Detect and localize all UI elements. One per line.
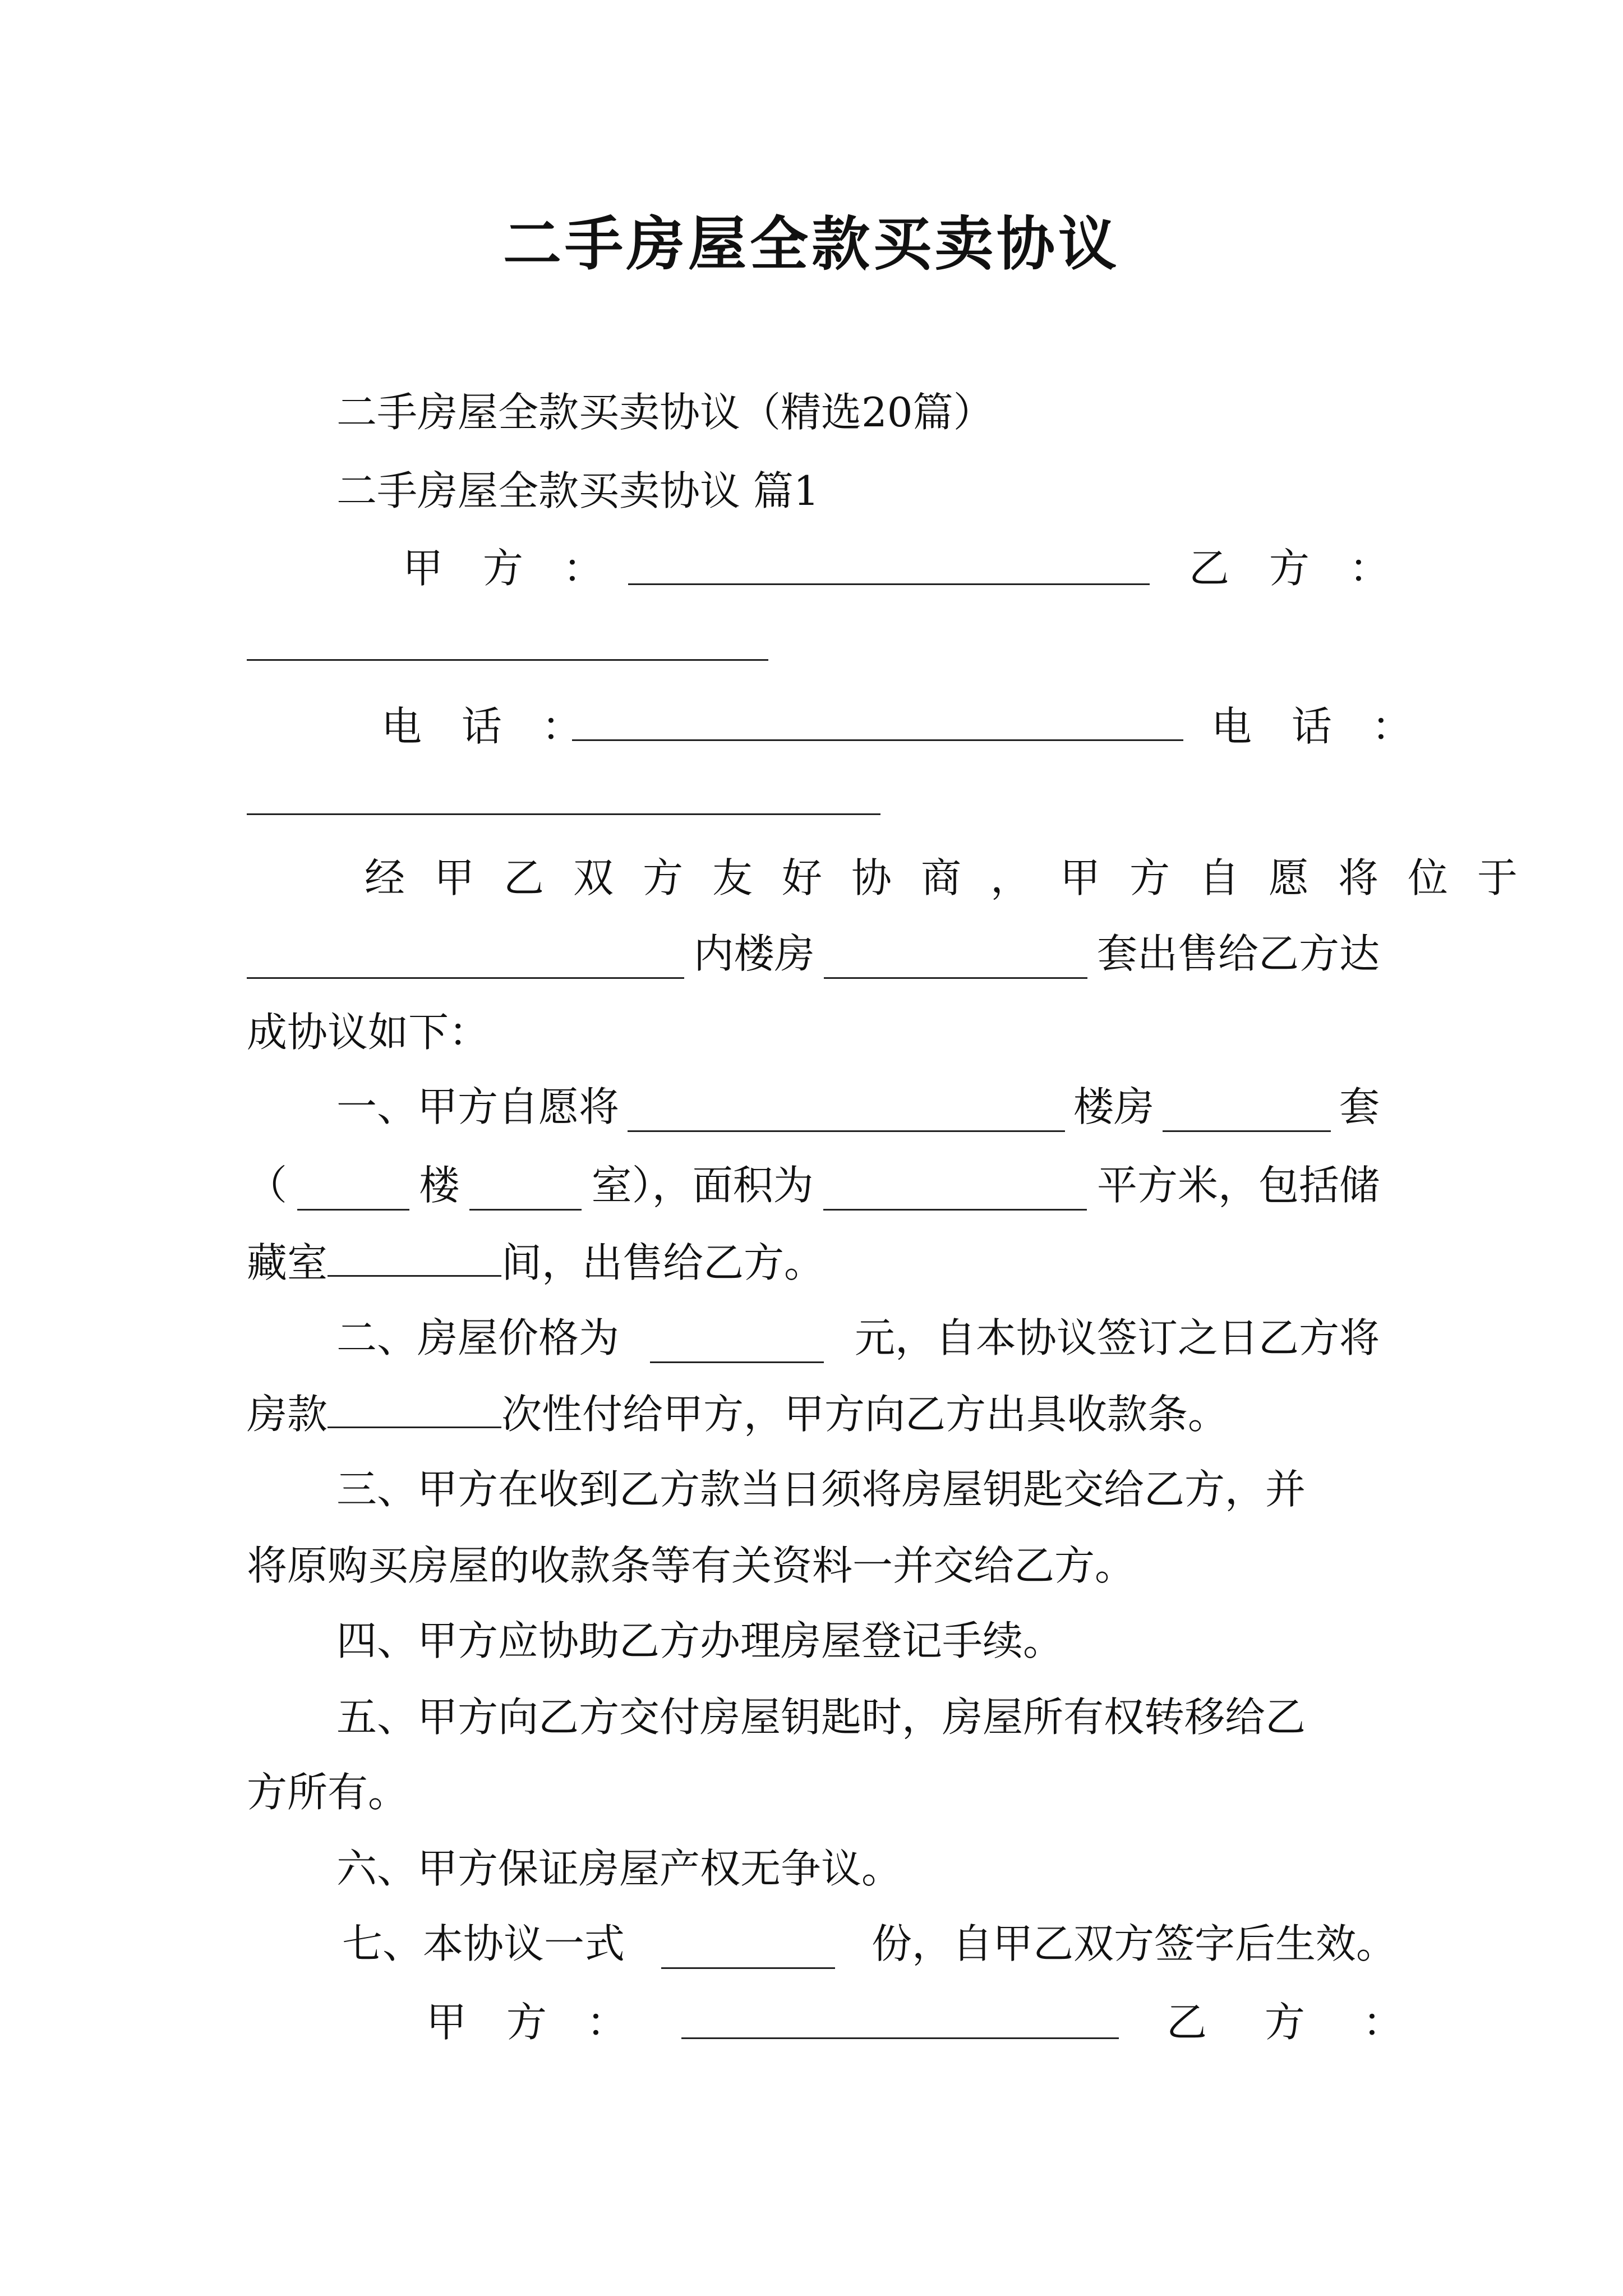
- area-unit-text: 平方米，包括储: [1096, 1162, 1380, 1209]
- copies-text: 七、本协议一式: [342, 1920, 625, 1967]
- clause-1-unit-text: 套: [1339, 1083, 1380, 1130]
- intro-line-2: [247, 928, 1380, 979]
- sign-party-a-blank: [681, 2037, 1119, 2039]
- phone-a-label: 电 话 ：: [381, 703, 596, 750]
- phone-a-blank: [572, 739, 1183, 741]
- clause-1-paren: （: [247, 1162, 288, 1209]
- storage-text: 藏室: [247, 1239, 328, 1286]
- price-end-text: 元，自本协议签订之日乙方将: [854, 1314, 1380, 1361]
- clause-1-building-text: 楼房: [1073, 1083, 1154, 1130]
- clause-1-line-3: [247, 1237, 824, 1288]
- party-b-label: 乙 方 ：: [1189, 545, 1403, 592]
- intro-line-3: 成协议如下：: [247, 1009, 490, 1056]
- clause-4: 四、甲方应协助乙方办理房屋登记手续。: [336, 1617, 1064, 1664]
- chapter-heading: 二手房屋全款买卖协议 篇1: [336, 467, 819, 514]
- intro-sale-text: 套出售给乙方达: [1096, 930, 1380, 977]
- clause-2-line-1: [336, 1313, 1380, 1363]
- storage-end-text: 间，出售给乙方。: [501, 1239, 825, 1286]
- payment-text: 房款: [247, 1391, 328, 1438]
- room-blank: [469, 1174, 582, 1211]
- sign-party-b-label: 乙 方 ：: [1166, 1999, 1426, 2046]
- document-subtitle: 二手房屋全款买卖协议（精选20篇）: [336, 389, 994, 436]
- copies-blank: [661, 1932, 835, 1969]
- party-a-label: 甲 方 ：: [403, 545, 617, 592]
- clause-5-line-2: 方所有。: [247, 1769, 409, 1816]
- floor-text: 楼: [419, 1162, 460, 1209]
- clause-5-line-1: 五、甲方向乙方交付房屋钥匙时，房屋所有权转移给乙: [336, 1694, 1306, 1741]
- sign-party-a-label: 甲 方 ：: [426, 1999, 640, 2046]
- clause-6: 六、甲方保证房屋产权无争议。: [336, 1845, 902, 1892]
- location-blank: [247, 942, 684, 979]
- unit-count-blank: [824, 942, 1087, 979]
- clause-1-start: 一、甲方自愿将: [336, 1083, 620, 1130]
- floor-blank: [297, 1174, 409, 1211]
- clause-1-unit-blank: [1163, 1096, 1331, 1132]
- party-a-blank: [628, 583, 1150, 585]
- intro-line-1: 经甲乙双方友好协商，甲方自愿将位于: [365, 854, 1547, 901]
- area-blank: [823, 1174, 1087, 1211]
- clause-1-building-blank: [628, 1096, 1065, 1132]
- clause-3-line-2: 将原购买房屋的收款条等有关资料一并交给乙方。: [247, 1542, 1136, 1589]
- copies-end-text: 份，自甲乙双方签字后生效。: [871, 1920, 1396, 1967]
- intro-building-text: 内楼房: [693, 930, 815, 977]
- clause-1-line-1: [336, 1082, 1380, 1132]
- clause-1-line-2: [247, 1160, 1380, 1211]
- payment-blank: [328, 1392, 501, 1428]
- price-blank: [650, 1327, 824, 1363]
- phone-b-blank: [247, 813, 880, 815]
- payment-end-text: 次性付给甲方，甲方向乙方出具收款条。: [501, 1391, 1229, 1438]
- clause-7: [342, 1918, 1396, 1969]
- area-text: 室），面积为: [591, 1162, 814, 1209]
- storage-blank: [328, 1240, 501, 1277]
- phone-b-label: 电 话 ：: [1211, 703, 1426, 750]
- document-title: 二手房屋全款买卖协议: [502, 210, 1120, 278]
- clause-3-line-1: 三、甲方在收到乙方款当日须将房屋钥匙交给乙方，并: [336, 1466, 1306, 1513]
- clause-2-line-2: [247, 1389, 1228, 1439]
- price-text: 二、房屋价格为: [336, 1314, 620, 1361]
- party-b-blank: [247, 659, 768, 661]
